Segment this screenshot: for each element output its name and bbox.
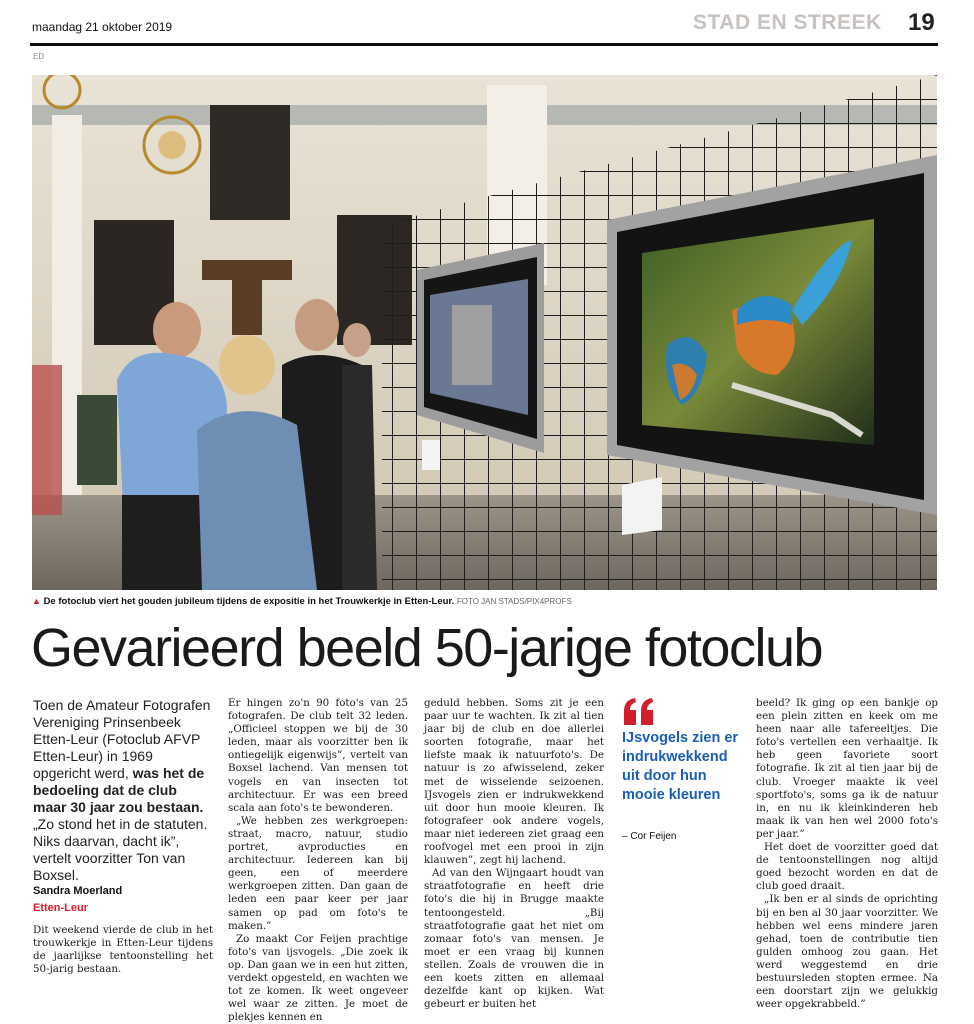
photo-illustration [32, 75, 937, 590]
quote-mark-icon [622, 697, 656, 727]
paragraph: „Ik ben er al sinds de oprichting bij en ben al 30 jaar voorzitter. We hebben wel eens mindere jaren gehad, toen de contributie tien gulden omhoog zou gaan. Het werd weggestemd en drie bestuursleden stopten ermee. Na een doorstart zijn we gelukkig weer opgekrabbeld.” [756, 893, 938, 1011]
paragraph: Ad van den Wijngaart houdt van straatfotografie en heeft drie foto's die hij in Brugge maakte tentoongesteld. „Bij straatfotografie gaat het niet om zomaar foto's van mensen. Je moet er een vraag bij kunnen stellen. Zoals de vrouwen die in een koets zitten en allemaal dezelfde kant op kijken. Wat gebeurt er buiten het [424, 867, 604, 1011]
photo-credit: FOTO JAN STADS/PIX4PROFS [456, 597, 572, 606]
header-rule [30, 43, 938, 46]
paragraph: beeld? Ik ging op een bankje op een plein zitten en keek om me heen naar alle tafereeltjes. Die foto's vertellen een verhaaltje. Ik heb geen favoriete soort fotografie. Ik zit al tien jaar bij de club. Vroeger maakte ik veel sportfoto's, soms ga ik de natuur in, en nu ik kleinkinderen heb maak ik van hen wel 2000 foto's per jaar.” [756, 697, 938, 840]
issue-date: maandag 21 oktober 2019 [32, 20, 173, 34]
paragraph: geduld hebben. Soms zit je een paar uur te wachten. Ik zit al tien jaar bij de club en doe allerlei soorten fotografie, maar het liefste maak ik natuurfoto's. De natuur is zo afwisselend, zeker met de wisselende seizoenen. IJsvogels zien er indrukwekkend uit door hun mooie kleuren. Ik fotografeer ook andere vogels, maar niet iedereen ziet graag een roofvogel met een prooi in zijn klauwen”, zegt hij lachend. [424, 697, 604, 867]
photo-caption [32, 596, 937, 607]
paragraph: Dit weekend vierde de club in het trouwkerkje in Etten-Leur tijdens de jaarlijkse tentoonstelling het 50-jarig bestaan. [33, 924, 213, 976]
article-column-5 [756, 697, 938, 1011]
pull-quote-source: – Cor Feijen [622, 831, 677, 842]
article-column-3 [424, 697, 604, 1011]
lead-paragraph [33, 697, 213, 884]
paragraph: „We hebben zes werkgroepen: straat, macro, natuur, studio portret, avproducties en architectuur. Iedereen kan bij geen, een of meerdere werkgroepen zitten. Dan gaan de leden een paar keer per jaar samen op pad om foto's te maken.” [228, 814, 408, 932]
lead-part-1: Toen de Amateur Fotografen Vereniging Prinsenbeek Etten-Leur (Fotoclub AFVP Etten-Leur) in 1969 opgericht werd, [33, 697, 211, 781]
dateline-place: Etten-Leur [33, 902, 88, 914]
exhibition-photo [32, 75, 937, 590]
paragraph: Het doet de voorzitter goed dat de tentoonstellingen nog altijd goed bezocht worden en dat de club goed draait. [756, 841, 938, 893]
pull-quote: IJsvogels zien er indrukwekkend uit door hun mooie kleuren [622, 730, 739, 803]
lead-part-2: „Zo stond het in de statuten. Niks daarvan, dacht ik”, vertelt voorzitter Ton van Boxsel. [33, 816, 208, 883]
article-column-1 [33, 924, 213, 976]
author-name: Sandra Moerland [33, 885, 123, 897]
paragraph: Zo maakt Cor Feijen prachtige foto's van ijsvogels. „Die zoek ik op. Dan gaan we in een hut zitten, verdekt opgesteld, en wachten we tot ze komen. Ik weet ongeveer wel waar ze zitten. Je moet de plekjes kennen en [228, 932, 408, 1024]
caption-triangle-icon: ▲ [32, 596, 41, 606]
paragraph: Er hingen zo'n 90 foto's van 25 fotografen. De club telt 32 leden. „Officieel stoppen we bij de 30 leden, maar als voorzitter ben ik ontiegelijk eigenwijs”, vertelt van Boxsel lachend. Van mensen tot vogels en van insecten tot architectuur. Er was een breed scala aan foto's te bewonderen. [228, 697, 408, 814]
article-column-2 [228, 697, 408, 1024]
section-title: STAD EN STREEK [693, 11, 882, 34]
lead-bold: was het de bedoeling dat de club maar 30 jaar zou bestaan. [33, 765, 205, 815]
edition-label: ED [33, 52, 45, 61]
headline: Gevarieerd beeld 50-jarige fotoclub [31, 618, 823, 678]
page-number: 19 [908, 9, 935, 36]
caption-text: De fotoclub viert het gouden jubileum tijdens de expositie in het Trouwkerkje in Etten-Leur. [43, 596, 455, 607]
